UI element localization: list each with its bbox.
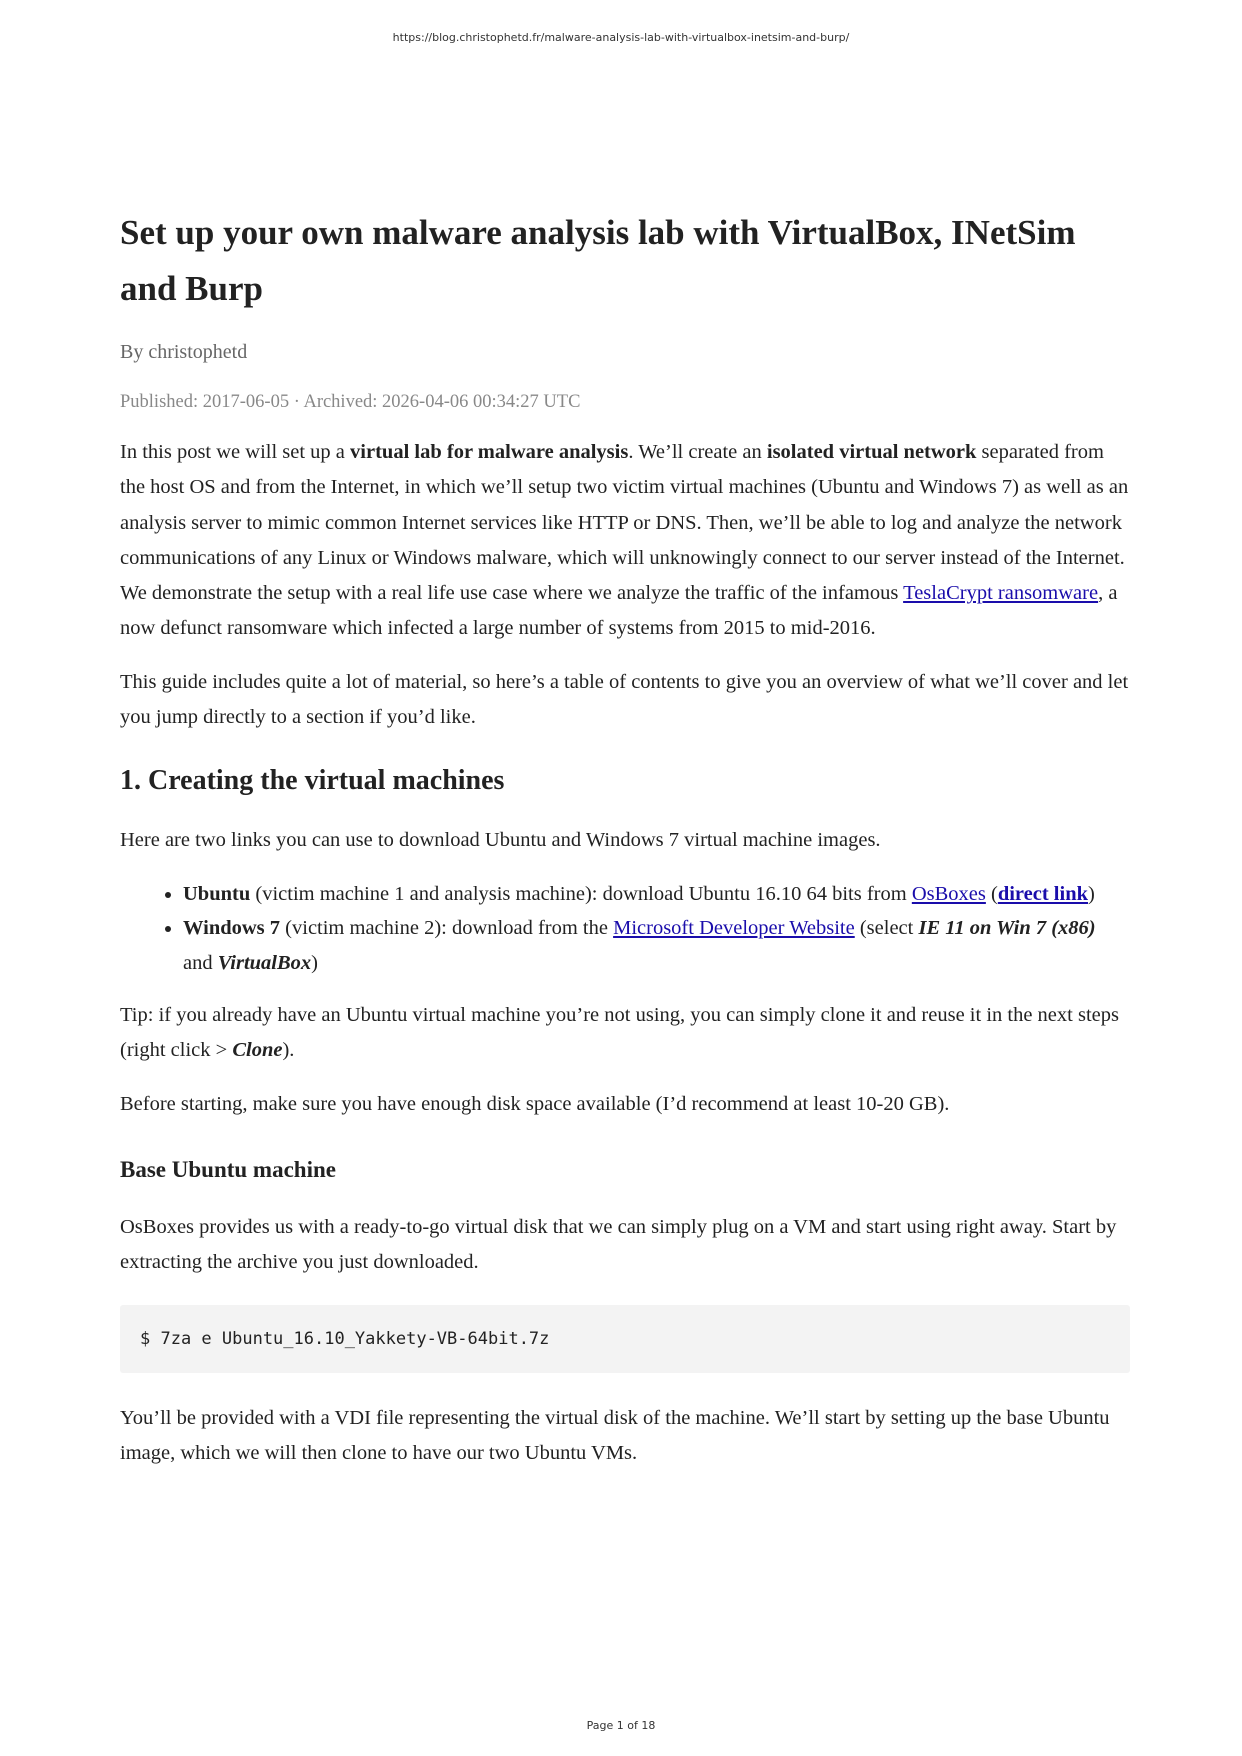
tip-paragraph: Tip: if you already have an Ubuntu virtual machine you’re not using, you can simply clone it and reuse it in the next steps (right click > Clone). bbox=[120, 1004, 1119, 1062]
osboxes-link[interactable]: OsBoxes bbox=[911, 882, 986, 905]
direct-link[interactable]: direct link bbox=[997, 882, 1088, 905]
list-item-windows: • Windows 7 (victim machine 2): download from the Microsoft Developer Website (select IE 11 on Win 7 (x86) and VirtualBox) bbox=[183, 911, 1130, 980]
list-item-ubuntu: • Ubuntu (victim machine 1 and analysis machine): download Ubuntu 16.10 64 bits from OsBoxes (direct link) bbox=[183, 877, 1130, 912]
code-block: $ 7za e Ubuntu_16.10_Yakkety-VB-64bit.7z bbox=[120, 1305, 1130, 1373]
article-title: Set up your own malware analysis lab with VirtualBox, INetSim and Burp bbox=[120, 213, 1076, 308]
disk-space-paragraph: Before starting, make sure you have enough disk space available (I’d recommend at least 10-20 GB). bbox=[120, 1092, 950, 1115]
subsection-heading-base-ubuntu: Base Ubuntu machine bbox=[120, 1157, 336, 1183]
intro-paragraph: In this post we will set up a virtual lab for malware analysis. We’ll create an isolated virtual network separated from the host OS and from the Internet, in which we’ll setup two victim virtual machines (Ubuntu and Windows 7) as well as an analysis server to mimic common Internet services like HTTP or DNS. Then, we’ll be able to log and analyze the network communications of any Linux or Windows malware, which will unknowingly connect to our server instead of the Internet. We demonstrate the setup with a real life use case where we analyze the traffic of the infamous TeslaCrypt ransomware, a now defunct ransomware which infected a large number of systems from 2015 to mid-2016. bbox=[120, 441, 1129, 640]
page-number: Page 1 of 18 bbox=[586, 1719, 656, 1732]
article bbox=[120, 205, 1130, 1489]
download-list bbox=[120, 877, 1130, 981]
download-lead: Here are two links you can use to download Ubuntu and Windows 7 virtual machine images. bbox=[120, 829, 881, 852]
article-byline: By christophetd bbox=[120, 341, 248, 363]
toc-paragraph: This guide includes quite a lot of material, so here’s a table of contents to give you an overview of what we’ll cover and let you jump directly to a section if you’d like. bbox=[120, 670, 1129, 729]
article-meta: Published: 2017-06-05 · Archived: 2026-04-06 00:34:27 UTC bbox=[120, 392, 581, 412]
section-heading-vms: 1. Creating the virtual machines bbox=[120, 765, 505, 797]
teslacrypt-link[interactable]: TeslaCrypt ransomware bbox=[903, 582, 1099, 605]
osboxes-paragraph: OsBoxes provides us with a ready-to-go virtual disk that we can simply plug on a VM and start using right away. Start by extracting the archive you just downloaded. bbox=[120, 1216, 1117, 1274]
page-url: https://blog.christophetd.fr/malware-analysis-lab-with-virtualbox-inetsim-and-burp/ bbox=[392, 31, 850, 44]
microsoft-dev-link[interactable]: Microsoft Developer Website bbox=[613, 917, 855, 940]
vdi-paragraph: You’ll be provided with a VDI file representing the virtual disk of the machine. We’ll start by setting up the base Ubuntu image, which we will then clone to have our two Ubuntu VMs. bbox=[120, 1406, 1110, 1464]
